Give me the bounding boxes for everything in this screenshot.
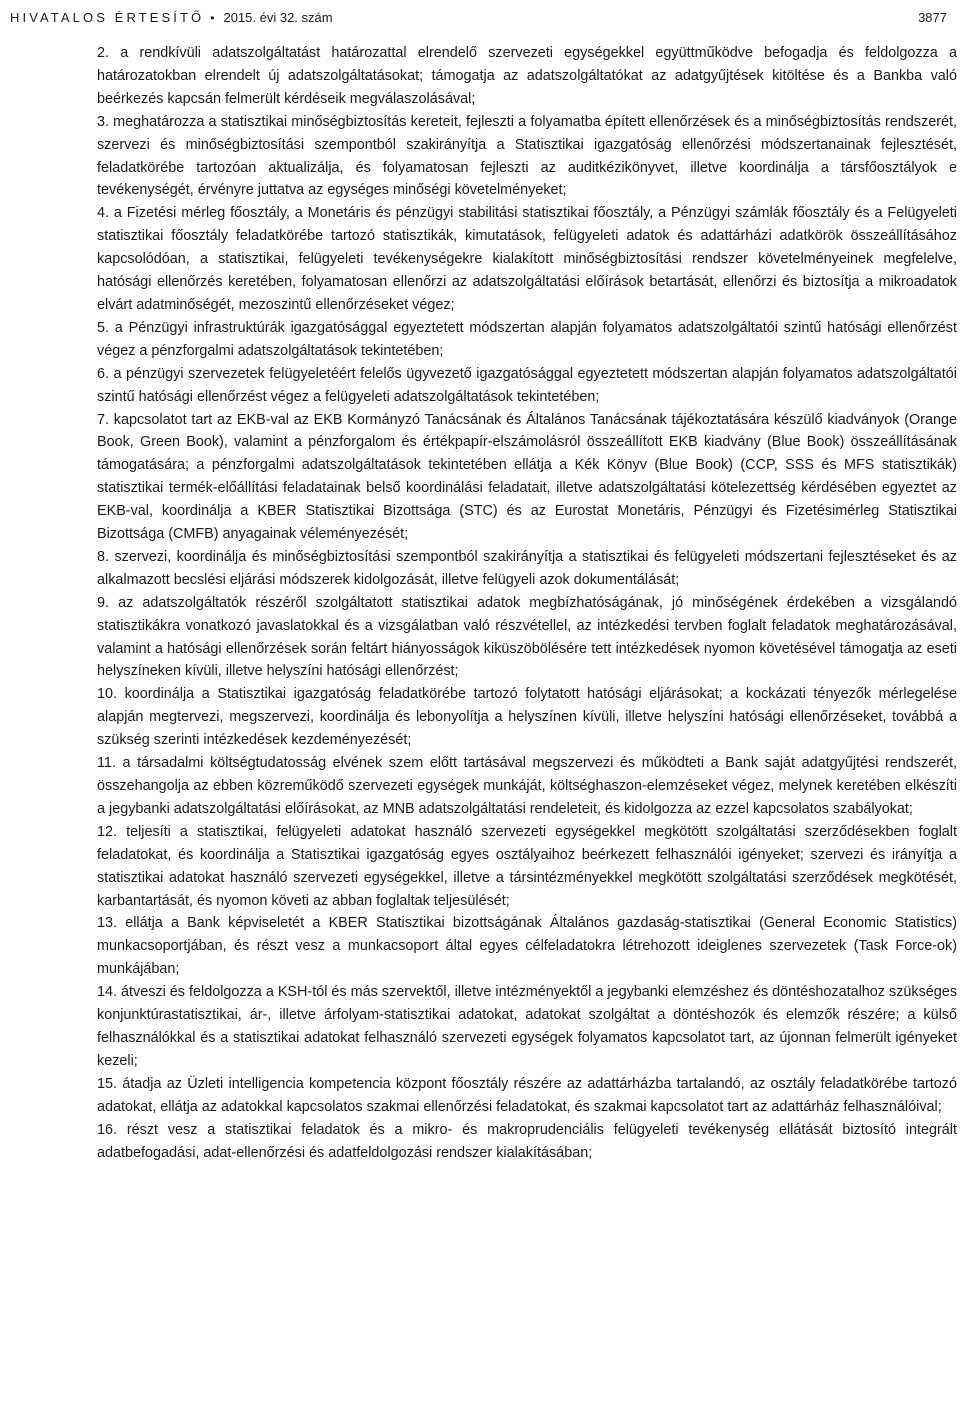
list-item-2: 2. a rendkívüli adatszolgáltatást határozattal elrendelő szervezeti egységekkel együttműködve befogadja és feldolgozza a határozatokban elrendelt új adatszolgáltatásokat; támogatja az adatszolgáltatókat az adatgyűjtések kitöltése és a Bankba való beérkezés kapcsán felmerült kérdéseik megválaszolásával; — [97, 45, 957, 107]
list-item-7: 7. kapcsolatot tart az EKB-val az EKB Kormányzó Tanácsának és Általános Tanácsának tájékoztatására készülő kiadványok (Orange Book, Green Book), valamint a pénzforgalom és értékpapír-elszámolásról összeállított EKB kiadvány (Blue Book) összeállításának támogatására; a pénzforgalmi adatszolgáltatások tekintetében ellátja a Kék Könyv (Blue Book) (CCP, SSS és MFS statisztikák) statisztikai termék-előállítási feladatainak belső koordinálási feladatait, illetve adatszolgáltatási kötelezettség kérdésében egyeztet az EKB-val, koordinálja a KBER Statisztikai Bizottsága (STC) és az Eurostat Monetáris, Pénzügyi és Fizetésimérleg Statisztikai Bizottsága (CMFB) anyagainak véleményezését; — [97, 411, 957, 543]
journal-title: HIVATALOS ÉRTESÍTŐ — [10, 10, 205, 25]
header-left — [10, 10, 333, 25]
list-item-9: 9. az adatszolgáltatók részéről szolgáltatott statisztikai adatok megbízhatóságának, jó minőségének érdekében a vizsgálandó statisztikákra vonatkozó javaslatokkal és a vizsgálatban való részvétellel, az intézkedési tervben foglalt feladatok meghatározásával, valamint a hatósági ellenőrzések során feltárt hiányosságok kiküszöbölésére tett intézkedések nyomon követésével támogatja az eseti helyszíneken kívüli, illetve helyszíni hatósági ellenőrzést; — [97, 594, 957, 680]
document-body — [97, 42, 957, 1164]
list-item-16: 16. részt vesz a statisztikai feladatok és a mikro- és makroprudenciális felügyeleti tevékenység ellátását biztosító integrált adatbefogadási, adat-ellenőrzési és adatfeldolgozási rendszer kialakításában; — [97, 1121, 957, 1161]
list-item-4: 4. a Fizetési mérleg főosztály, a Monetáris és pénzügyi stabilitási statisztikai főosztály, a Pénzügyi számlák főosztály és a Felügyeleti statisztikai főosztály feladatkörébe tartozó statisztikák, kimutatások, felügyeleti adatok és adattárházi adatkörök összeállításához kapcsolódóan, a statisztikai, felügyeleti tevékenységekre kialakított minőségbiztosítási rendszer követelményeinek megfelelve, hatósági ellenőrzés keretében, folyamatosan ellenőrzi az adatszolgáltatási előírások betartását, ellenőrzi és biztosítja a mikroadatok elvárt adatminőségét, mezoszintű ellenőrzéseket végez; — [97, 205, 957, 313]
journal-issue: 2015. évi 32. szám — [223, 10, 333, 25]
list-item-8: 8. szervezi, koordinálja és minőségbiztosítási szempontból szakirányítja a statisztikai és felügyeleti módszertani fejlesztéseket és az alkalmazott becslési eljárási módszerek kidolgozását, illetve felügyeli azok dokumentálását; — [97, 548, 957, 588]
list-item-15: 15. átadja az Üzleti intelligencia kompetencia központ főosztály részére az adattárházba tartalandó, az osztály feladatkörébe tartozó adatokat, ellátja az adatokkal kapcsolatos szakmai ellenőrzési feladatokat, és szakmai kapcsolatot tart az adattárház felhasználóival; — [97, 1075, 957, 1115]
list-item-12: 12. teljesíti a statisztikai, felügyeleti adatokat használó szervezeti egységekkel megkötött szolgáltatási szerződésekben foglalt feladatokat, és koordinálja a Statisztikai igazgatóság egyes osztályaihoz beérkezett felhasználói igényeket; szervezi és irányítja a statisztikai adatokat használó szervezeti egységekkel, illetve a társintézményekkel megkötött szolgáltatási szerződések megkötését, karbantartását, és nyomon követi az abban foglaltak teljesülését; — [97, 823, 957, 909]
list-item-13: 13. ellátja a Bank képviseletét a KBER Statisztikai bizottságának Általános gazdaság-statisztikai (General Economic Statistics) munkacsoportjában, és részt vesz a munkacsoport által egyes célfeladatokra létrehozott ideiglenes szervezetek (Task Force-ok) munkájában; — [97, 915, 957, 978]
page-header — [10, 10, 947, 32]
page-number: 3877 — [918, 10, 947, 25]
list-item-10: 10. koordinálja a Statisztikai igazgatóság feladatkörébe tartozó folytatott hatósági eljárásokat; a kockázati tényezők mérlegelése alapján megtervezi, megszervezi, koordinálja és lebonyolítja a helyszínen kívüli, illetve helyszíni hatósági ellenőrzéseket, továbbá a szükség szerinti intézkedések kezdeményezését; — [97, 686, 957, 749]
list-item-3: 3. meghatározza a statisztikai minőségbiztosítás kereteit, fejleszti a folyamatba épített ellenőrzések és a minőségbiztosítás rendszerét, szervezi és minőségbiztosítási szempontból szakirányítja a Statisztikai igazgatóság ellenőrzési módszertanainak fejlesztését, feladatkörébe tartozóan aktualizálja, és folyamatosan fejleszti az auditkézikönyvet, illetve koordinálja a társfőosztályok e tevékenységét, érvényre juttatva az egységes minőségi követelményeket; — [97, 113, 957, 199]
list-item-14: 14. átveszi és feldolgozza a KSH-tól és más szervektől, illetve intézményektől a jegybanki elemzéshez és döntéshozatalhoz szükséges konjunktúrastatisztikai, ár-, illetve árfolyam-statisztikai adatokat, adatokat szolgáltat a döntéshozók és elemzők részére; a külső felhasználókkal és a statisztikai adatokat felhasználó szervezeti egységek folyamatos kapcsolatot tart, az újonnan felmerült igényeket kezeli; — [97, 984, 957, 1069]
list-item-5: 5. a Pénzügyi infrastruktúrák igazgatósággal egyeztetett módszertan alapján folyamatos adatszolgáltatói szintű hatósági ellenőrzést végez a pénzforgalmi adatszolgáltatások tekintetében; — [97, 319, 957, 359]
list-item-11: 11. a társadalmi költségtudatosság elvének szem előtt tartásával megszervezi és működteti a Bank saját adatgyűjtési rendszerét, összehangolja az ebben közreműködő szervezeti egységek munkáját, költséghaszon-elemzéseket végez, melynek keretében elkészíti a jegybanki adatszolgáltatási előírásokat, az MNB adatszolgáltatási rendeleteit, és kidolgozza az ezzel kapcsolatos szabályokat; — [97, 755, 957, 817]
list-item-6: 6. a pénzügyi szervezetek felügyeletéért felelős ügyvezető igazgatósággal egyeztetett módszertan alapján folyamatos adatszolgáltatói szintű hatósági ellenőrzést végez a felügyeleti adatszolgáltatások tekintetében; — [97, 365, 957, 405]
bullet-separator: • — [210, 11, 215, 25]
